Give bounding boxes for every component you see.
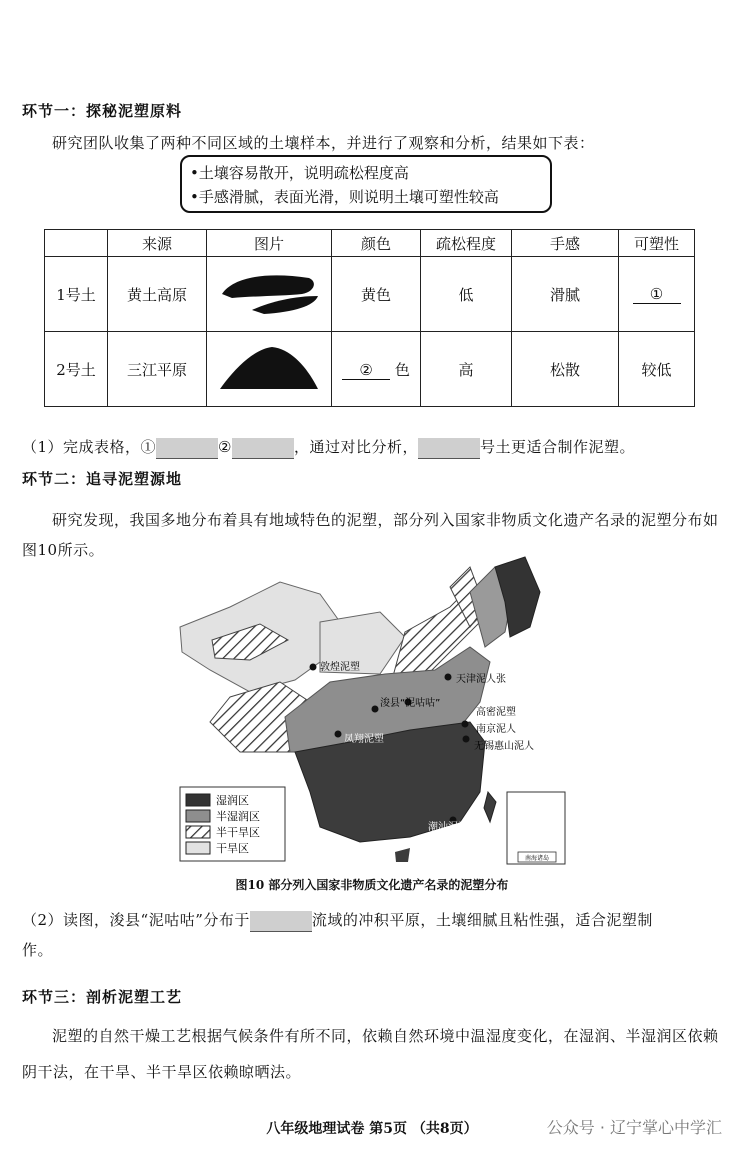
row1-looseness: 低: [421, 257, 512, 332]
blank-2: ②: [342, 361, 390, 380]
soil-table: [44, 229, 695, 407]
map-label-xunxian: 浚县“泥咕咕”: [380, 698, 441, 709]
figure-caption: 图10 部分列入国家非物质文化遗产名录的泥塑分布: [235, 878, 509, 892]
map-label-chaoshan: 潮汕泥塑: [428, 822, 468, 833]
blank-1: ①: [633, 285, 681, 304]
col-header-source: 来源: [108, 230, 207, 257]
legend-humid: 湿润区: [216, 794, 249, 807]
map-label-nanjing: 南京泥人: [476, 724, 516, 735]
section1-heading: 环节一：探秘泥塑原料: [22, 102, 183, 120]
col-header-empty: [45, 230, 108, 257]
row2-id: 2号土: [45, 332, 108, 407]
row1-feel: 滑腻: [512, 257, 619, 332]
note-2: •手感滑腻，表面光滑，则说明土壤可塑性较高: [190, 188, 499, 206]
soil-sample-2-image: [214, 339, 324, 395]
row1-id: 1号土: [45, 257, 108, 332]
q1-part-b: ②: [218, 438, 232, 456]
soil-sample-1-image: [214, 266, 324, 318]
question-2: [22, 905, 722, 965]
answer-blank-4[interactable]: [250, 911, 312, 932]
map-label-tianjin: 天津泥人张: [456, 674, 506, 685]
notes-box: [180, 155, 552, 213]
row2-source: 三江平原: [108, 332, 207, 407]
row1-color: 黄色: [332, 257, 421, 332]
section1-intro: 研究团队收集了两种不同区域的土壤样本，并进行了观察和分析，结果如下表：: [52, 134, 595, 152]
row1-source: 黄土高原: [108, 257, 207, 332]
section2-heading: 环节二：追寻泥塑源地: [22, 470, 183, 488]
col-header-feel: 手感: [512, 230, 619, 257]
map-label-wuxi: 无锡惠山泥人: [474, 741, 534, 752]
map-label-fengxiang: 凤翔泥塑: [344, 734, 384, 745]
watermark: 公众号 · 辽宁掌心中学汇: [546, 1118, 722, 1137]
row2-color-suffix: 色: [394, 360, 410, 379]
table-header-row: [45, 230, 695, 257]
answer-blank-2[interactable]: [232, 438, 294, 459]
q2-part-a: （2）读图，浚县“泥咕咕”分布于: [22, 911, 250, 929]
map-label-dunhuang: 敦煌泥塑: [320, 662, 360, 673]
row1-picture: [207, 257, 332, 332]
row2-picture: [207, 332, 332, 407]
q2-part-c: 作。: [22, 941, 54, 959]
row2-looseness: 高: [421, 332, 512, 407]
row2-plasticity: 较低: [619, 332, 695, 407]
col-header-color: 颜色: [332, 230, 421, 257]
map-label-gaomi: 高密泥塑: [476, 707, 516, 718]
col-header-plasticity: 可塑性: [619, 230, 695, 257]
question-1: [22, 432, 722, 462]
q1-part-d: 号土更适合制作泥塑。: [480, 438, 636, 456]
section2-para: 研究发现，我国多地分布着具有地域特色的泥塑，部分列入国家非物质文化遗产名录的泥塑分布如图10所示。: [22, 511, 719, 559]
q1-part-a: （1）完成表格，①: [22, 438, 157, 456]
page-footer: 八年级地理试卷 第5页 （共8页）: [266, 1121, 478, 1137]
answer-blank-1[interactable]: [156, 438, 218, 459]
table-row: [45, 332, 695, 407]
row1-plasticity: [619, 257, 695, 332]
china-map: [170, 552, 590, 872]
section3-para: 泥塑的自然干燥工艺根据气候条件有所不同，依赖自然环境中温湿度变化，在湿润、半湿润区依赖阴干法，在干旱、半干旱区依赖晾晒法。: [22, 1027, 719, 1081]
answer-blank-3[interactable]: [418, 438, 480, 459]
col-header-picture: 图片: [207, 230, 332, 257]
note-1: •土壤容易散开，说明疏松程度高: [190, 164, 409, 182]
section3-heading: 环节三：剖析泥塑工艺: [22, 988, 183, 1006]
q1-part-c: ，通过对比分析，: [294, 438, 419, 456]
legend-semi-arid: 半干旱区: [216, 826, 260, 839]
col-header-looseness: 疏松程度: [421, 230, 512, 257]
table-row: [45, 257, 695, 332]
row2-feel: 松散: [512, 332, 619, 407]
legend-semi-humid: 半湿润区: [216, 810, 260, 823]
legend-arid: 干旱区: [216, 842, 249, 855]
row2-color: [332, 332, 421, 407]
inset-label: 南海诸岛: [524, 855, 550, 862]
q2-part-b: 流域的冲积平原，土壤细腻且粘性强，适合泥塑制: [311, 911, 653, 929]
